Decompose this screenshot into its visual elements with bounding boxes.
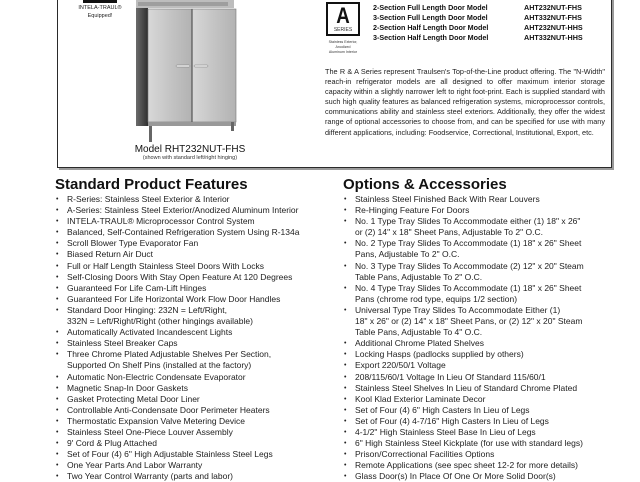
list-item: • 9' Cord & Plug Attached bbox=[55, 438, 340, 449]
list-item: • Kool Klad Exterior Laminate Decor bbox=[343, 394, 638, 405]
badge-series-label: SERIES bbox=[333, 27, 353, 33]
intela-caption-line2: Equipped! bbox=[87, 13, 113, 19]
list-item: • R-Series: Stainless Steel Exterior & Interior bbox=[55, 194, 340, 205]
model-code: AHT332NUT-HHS bbox=[524, 33, 583, 42]
list-item: • No. 3 Type Tray Slides To Accommodate (2) 12" x 20" Steam Table Pans, Adjustable To 2" O.C. bbox=[343, 261, 638, 283]
list-item: • Guaranteed For Life Cam-Lift Hinges bbox=[55, 283, 340, 294]
list-item: • Magnetic Snap-In Door Gaskets bbox=[55, 383, 340, 394]
list-item: • Thermostatic Expansion Valve Metering Device bbox=[55, 416, 340, 427]
model-code: AHT232NUT-HHS bbox=[524, 23, 583, 32]
list-item: • Remote Applications (see spec sheet 12-2 for more details) bbox=[343, 460, 638, 471]
model-code: AHT332NUT-FHS bbox=[524, 13, 582, 22]
list-item: • Set of Four (4) 6" High Adjustable Stainless Steel Legs bbox=[55, 449, 340, 460]
list-item: • Stainless Steel Shelves In Lieu of Standard Chrome Plated bbox=[343, 383, 638, 394]
list-item: • Gasket Protecting Metal Door Liner bbox=[55, 394, 340, 405]
standard-features-list bbox=[55, 194, 340, 482]
list-item: • No. 1 Type Tray Slides To Accommodate either (1) 18" x 26" or (2) 14" x 18" Sheet Pans, Adjustable To 2" O.C. bbox=[343, 216, 638, 238]
intela-traul-caption bbox=[68, 4, 132, 20]
list-item: • Stainless Steel One-Piece Louver Assembly bbox=[55, 427, 340, 438]
list-item: • Standard Door Hinging: 232N = Left/Right, 332N = Left/Right/Right (other hingings available) bbox=[55, 305, 340, 327]
list-item: • Self-Closing Doors With Stay Open Feature At 120 Degrees bbox=[55, 272, 340, 283]
standard-features-section bbox=[55, 176, 340, 482]
list-item: • Re-Hinging Feature For Doors bbox=[343, 205, 638, 216]
list-item: • Automatically Activated Incandescent Lights bbox=[55, 327, 340, 338]
list-item: • Controllable Anti-Condensate Door Perimeter Heaters bbox=[55, 405, 340, 416]
intro-paragraph: The R & A Series represent Traulsen's Top-of-the-Line product offering. The "N-Width" reach-in refrigerator models are all designed to offer maximum interior storage capacity within a slightly narrower left to right foot-print. Each is supplied standard with such high quality features as balanced refrigeration systems, microprocessor controls, communications ability and stainless steel exteriors. Additionally, they offer the widest range of optional accessories to choose from, and can be specified for use with many different applications, including: Foodservice, Correctional, Institutional, Export, etc. bbox=[325, 67, 605, 137]
list-item: • Three Chrome Plated Adjustable Shelves Per Section, Supported On Shelf Pins (installed at the factory) bbox=[55, 349, 340, 371]
list-item: • Additional Chrome Plated Shelves bbox=[343, 338, 638, 349]
list-item: • Scroll Blower Type Evaporator Fan bbox=[55, 238, 340, 249]
model-description: 2-Section Full Length Door Model bbox=[373, 3, 488, 12]
list-item: • 208/115/60/1 Voltage In Lieu Of Standard 115/60/1 bbox=[343, 372, 638, 383]
list-item: • Universal Type Tray Slides To Accommodate Either (1) 18" x 26" or (2) 14" x 18" Sheet Pans, or (2) 12" x 20" Steam Table Pans, Adjustable To 4" O.C. bbox=[343, 305, 638, 338]
list-item: • Automatic Non-Electric Condensate Evaporator bbox=[55, 372, 340, 383]
list-item: • 6" High Stainless Steel Kickplate (for use with standard legs) bbox=[343, 438, 638, 449]
badge-caption bbox=[318, 40, 368, 55]
standard-features-title: Standard Product Features bbox=[55, 176, 248, 193]
list-item: • Glass Door(s) In Place Of One Or More Solid Door(s) bbox=[343, 471, 638, 482]
model-name: Model RHT232NUT-FHS bbox=[134, 144, 246, 155]
model-row bbox=[373, 23, 583, 33]
list-item: • Export 220/50/1 Voltage bbox=[343, 360, 638, 371]
badge-caption-line3: Aluminum Interior bbox=[328, 50, 358, 54]
list-item: • Stainless Steel Breaker Caps bbox=[55, 338, 340, 349]
model-subcaption: (shown with standard left/right hinging) bbox=[142, 155, 238, 161]
list-item: • Stainless Steel Finished Back With Rear Louvers bbox=[343, 194, 638, 205]
a-series-badge bbox=[326, 2, 360, 36]
badge-caption-line2: Anodized bbox=[335, 45, 351, 49]
model-row bbox=[373, 33, 583, 43]
options-title: Options & Accessories bbox=[343, 176, 507, 193]
model-caption bbox=[120, 144, 260, 162]
model-description: 3-Section Full Length Door Model bbox=[373, 13, 488, 22]
refrigerator-product-image bbox=[130, 0, 240, 145]
list-item: • 4-1/2" High Stainless Steel Base In Lieu of Legs bbox=[343, 427, 638, 438]
list-item: • One Year Parts And Labor Warranty bbox=[55, 460, 340, 471]
badge-caption-line1: Stainless Exterior, bbox=[328, 40, 358, 44]
list-item: • A-Series: Stainless Steel Exterior/Anodized Aluminum Interior bbox=[55, 205, 340, 216]
list-item: • Set of Four (4) 6" High Casters In Lieu of Legs bbox=[343, 405, 638, 416]
intela-caption-line1: INTELA-TRAUL® bbox=[78, 5, 122, 11]
list-item: • INTELA-TRAUL® Microprocessor Control System bbox=[55, 216, 340, 227]
intela-traul-logo bbox=[83, 0, 117, 3]
list-item: • Set of Four (4) 4-7/16" High Casters In Lieu of Legs bbox=[343, 416, 638, 427]
model-description: 3-Section Half Length Door Model bbox=[373, 33, 489, 42]
model-row bbox=[373, 3, 583, 13]
list-item: • Prison/Correctional Facilities Options bbox=[343, 449, 638, 460]
model-row bbox=[373, 13, 583, 23]
list-item: • Balanced, Self-Contained Refrigeration System Using R-134a bbox=[55, 227, 340, 238]
model-list bbox=[373, 3, 583, 43]
list-item: • Two Year Control Warranty (parts and labor) bbox=[55, 471, 340, 482]
list-item: • Guaranteed For Life Horizontal Work Flow Door Handles bbox=[55, 294, 340, 305]
badge-letter: A bbox=[336, 3, 350, 28]
options-list bbox=[343, 194, 638, 482]
options-section bbox=[343, 176, 638, 482]
list-item: • No. 4 Type Tray Slides To Accommodate (1) 18" x 26" Sheet Pans (chrome rod type, equips 1/2 section) bbox=[343, 283, 638, 305]
list-item: • No. 2 Type Tray Slides To Accommodate (1) 18" x 26" Sheet Pans, Adjustable To 2" O.C. bbox=[343, 238, 638, 260]
model-code: AHT232NUT-FHS bbox=[524, 3, 582, 12]
list-item: • Locking Hasps (padlocks supplied by others) bbox=[343, 349, 638, 360]
list-item: • Biased Return Air Duct bbox=[55, 249, 340, 260]
model-description: 2-Section Half Length Door Model bbox=[373, 23, 489, 32]
list-item: • Full or Half Length Stainless Steel Doors With Locks bbox=[55, 261, 340, 272]
